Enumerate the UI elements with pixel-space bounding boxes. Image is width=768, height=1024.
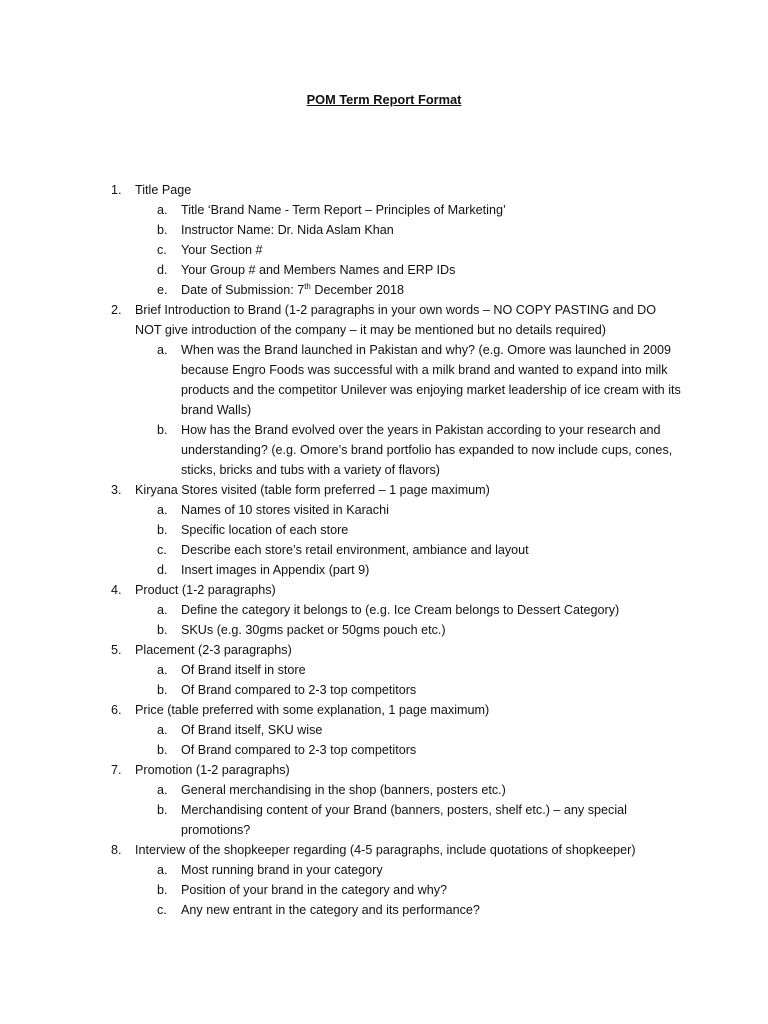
item-number: 6. — [111, 703, 122, 717]
sub-item-letter: b. — [157, 683, 168, 697]
sub-item — [0, 500, 768, 520]
sub-item — [0, 240, 768, 260]
sub-item — [0, 200, 768, 220]
item-text: Kiryana Stores visited (table form preferred – 1 page maximum) — [135, 483, 490, 497]
sub-item-text — [181, 280, 681, 300]
list-item — [0, 840, 768, 920]
sub-item-letter: e. — [157, 283, 168, 297]
item-text: Product (1-2 paragraphs) — [135, 583, 276, 597]
sub-item-text: General merchandising in the shop (banners, posters etc.) — [181, 783, 506, 797]
item-number: 8. — [111, 843, 122, 857]
sub-item — [0, 560, 768, 580]
sub-item — [0, 420, 768, 480]
item-text: Title Page — [135, 183, 192, 197]
sub-item — [0, 600, 768, 620]
sub-item-text: Of Brand compared to 2-3 top competitors — [181, 683, 417, 697]
sub-item-text-after: December 2018 — [310, 283, 404, 297]
sub-list — [0, 860, 768, 920]
sub-item-letter: d. — [157, 263, 168, 277]
list-item — [0, 180, 768, 300]
sub-item — [0, 540, 768, 560]
page-title: POM Term Report Format — [306, 92, 462, 107]
sub-item-text: Any new entrant in the category and its performance? — [181, 903, 480, 917]
sub-item-letter: a. — [157, 863, 168, 877]
list-item — [0, 700, 768, 760]
sub-item — [0, 900, 768, 920]
ordinal-superscript: th — [304, 281, 311, 291]
sub-item — [0, 800, 768, 840]
sub-item — [0, 340, 768, 420]
item-text: Placement (2-3 paragraphs) — [135, 643, 292, 657]
list-item — [0, 480, 768, 580]
sub-item-text: Position of your brand in the category and why? — [181, 883, 448, 897]
sub-item-letter: c. — [157, 903, 167, 917]
sub-item-letter: b. — [157, 223, 168, 237]
sub-item-text: Of Brand itself in store — [181, 663, 306, 677]
sub-list — [0, 660, 768, 700]
sub-item-text: Instructor Name: Dr. Nida Aslam Khan — [181, 223, 394, 237]
list-item — [0, 580, 768, 640]
sub-item-letter: a. — [157, 723, 168, 737]
sub-item-text: Of Brand itself, SKU wise — [181, 723, 323, 737]
item-number: 3. — [111, 483, 122, 497]
sub-item — [0, 720, 768, 740]
sub-item-text: Describe each store’s retail environment, ambiance and layout — [181, 543, 529, 557]
sub-item-text: Names of 10 stores visited in Karachi — [181, 503, 389, 517]
sub-item-text: Merchandising content of your Brand (banners, posters, shelf etc.) – any special promotions? — [181, 803, 627, 837]
item-number: 2. — [111, 303, 122, 317]
sub-item-text-before: Date of Submission: 7 — [181, 283, 305, 297]
sub-item-letter: d. — [157, 563, 168, 577]
sub-item — [0, 620, 768, 640]
list-item — [0, 760, 768, 840]
sub-item-letter: b. — [157, 883, 168, 897]
sub-item-letter: b. — [157, 523, 168, 537]
sub-item-letter: b. — [157, 423, 168, 437]
sub-list — [0, 780, 768, 840]
sub-item-text: SKUs (e.g. 30gms packet or 50gms pouch etc.) — [181, 623, 446, 637]
item-number: 1. — [111, 183, 122, 197]
item-number: 4. — [111, 583, 122, 597]
sub-item — [0, 740, 768, 760]
sub-item — [0, 520, 768, 540]
sub-item-text: Your Group # and Members Names and ERP IDs — [181, 263, 456, 277]
sub-item-letter: a. — [157, 203, 168, 217]
item-text: Interview of the shopkeeper regarding (4-5 paragraphs, include quotations of shopkeeper) — [135, 843, 636, 857]
sub-item-text: Your Section # — [181, 243, 263, 257]
sub-item-text: How has the Brand evolved over the years in Pakistan according to your research and understanding? (e.g. Omore’s brand portfolio has expanded to now include cups, cones, sticks, bricks and tubs with a variety of flavors) — [181, 423, 673, 477]
list-item — [0, 640, 768, 700]
sub-item-text: Specific location of each store — [181, 523, 349, 537]
sub-item-letter: a. — [157, 503, 168, 517]
sub-item — [0, 660, 768, 680]
sub-item — [0, 880, 768, 900]
sub-item-letter: b. — [157, 743, 168, 757]
sub-list — [0, 200, 768, 300]
sub-item-text: Most running brand in your category — [181, 863, 383, 877]
item-number: 5. — [111, 643, 122, 657]
list-item — [0, 300, 768, 480]
sub-item-text: Insert images in Appendix (part 9) — [181, 563, 370, 577]
sub-item-text: Title ‘Brand Name - Term Report – Principles of Marketing’ — [181, 203, 506, 217]
sub-list — [0, 600, 768, 640]
sub-item-letter: a. — [157, 603, 168, 617]
item-number: 7. — [111, 763, 122, 777]
item-text: Brief Introduction to Brand (1-2 paragraphs in your own words – NO COPY PASTING and DO NOT give introduction of the company – it may be mentioned but no details required) — [135, 303, 657, 337]
sub-item — [0, 280, 768, 300]
sub-item-text: Of Brand compared to 2-3 top competitors — [181, 743, 417, 757]
sub-item-letter: b. — [157, 803, 168, 817]
sub-item-letter: a. — [157, 783, 168, 797]
sub-item-letter: b. — [157, 623, 168, 637]
sub-item-letter: a. — [157, 663, 168, 677]
sub-item-letter: a. — [157, 343, 168, 357]
sub-item-letter: c. — [157, 543, 167, 557]
sub-item — [0, 220, 768, 240]
sub-list — [0, 340, 768, 480]
item-text: Price (table preferred with some explanation, 1 page maximum) — [135, 703, 490, 717]
sub-item-text: Define the category it belongs to (e.g. Ice Cream belongs to Dessert Category) — [181, 603, 620, 617]
sub-item — [0, 860, 768, 880]
sub-item — [0, 780, 768, 800]
sub-item — [0, 260, 768, 280]
outline-list — [0, 180, 768, 920]
sub-item-text: When was the Brand launched in Pakistan and why? (e.g. Omore was launched in 2009 because Engro Foods was successful with a milk brand and wanted to expand into milk products and the competitor Unilever was enjoying market leadership of ice cream with its brand Walls) — [181, 343, 681, 417]
item-text: Promotion (1-2 paragraphs) — [135, 763, 290, 777]
sub-list — [0, 720, 768, 760]
sub-item — [0, 680, 768, 700]
sub-list — [0, 500, 768, 580]
sub-item-letter: c. — [157, 243, 167, 257]
